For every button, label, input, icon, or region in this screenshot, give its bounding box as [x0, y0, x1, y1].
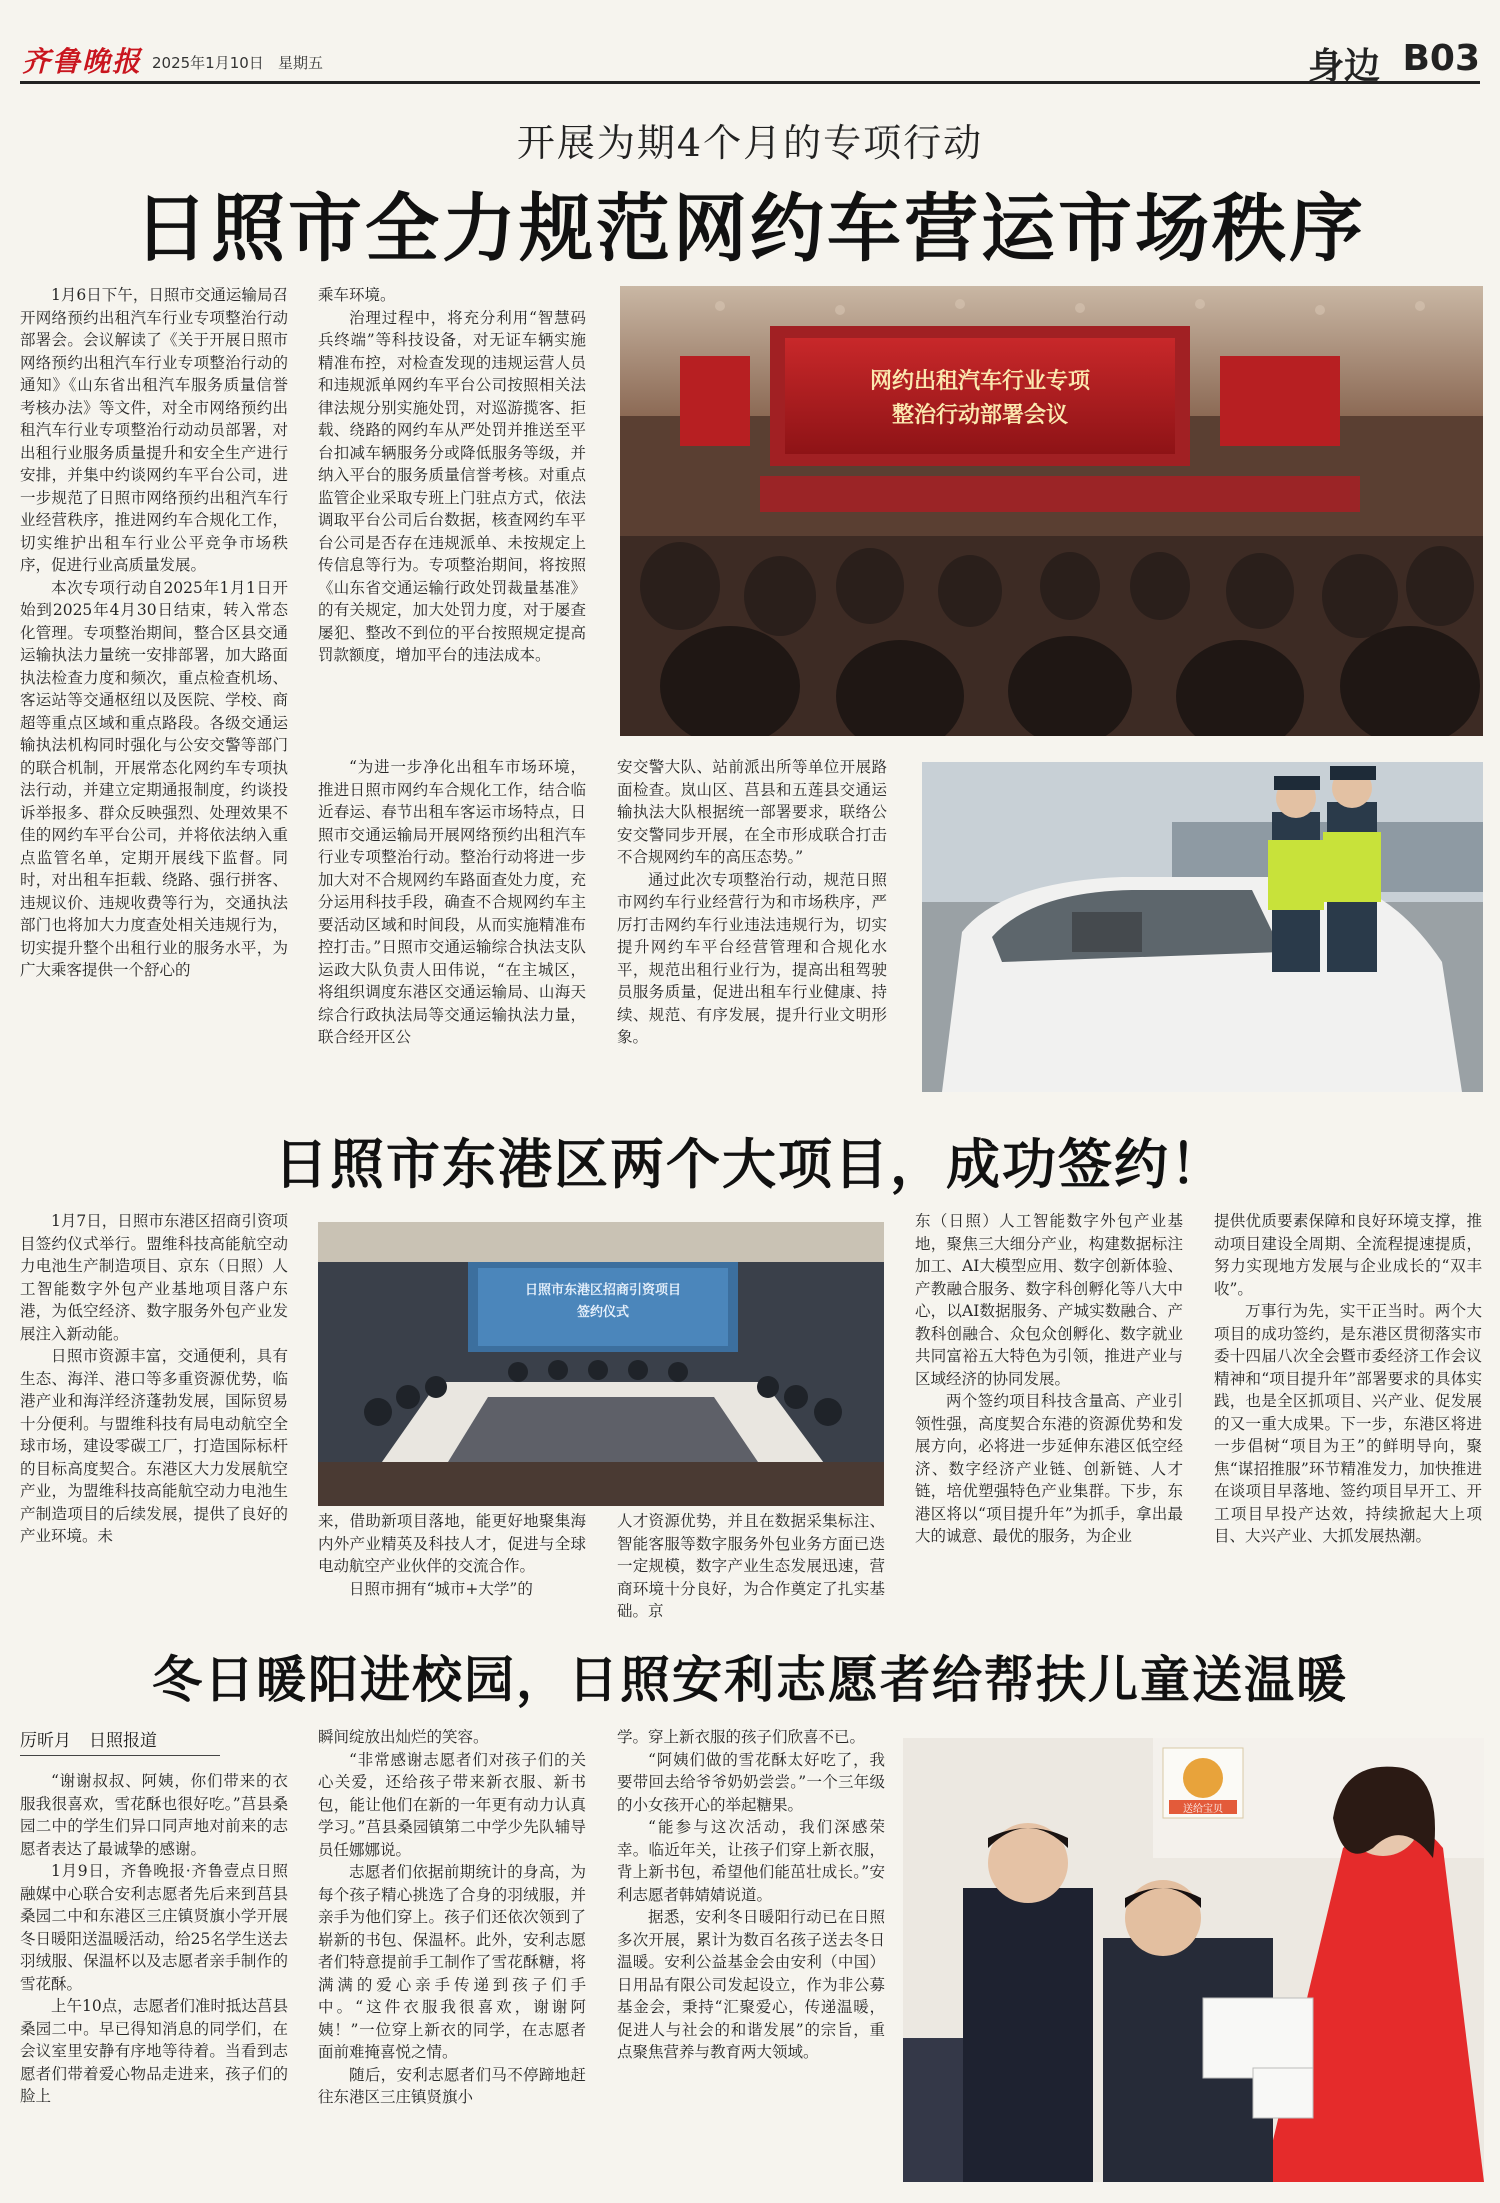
story3-col3: [617, 1726, 885, 2190]
signing-banner-line-2: 签约仪式: [576, 1305, 629, 1320]
byline-source: 日照报道: [89, 1731, 157, 1751]
story1-col4: [617, 756, 887, 1110]
story2-col3: [617, 1510, 885, 1622]
paragraph: 日照市拥有“城市+大学”的: [349, 1579, 533, 1598]
story2-col2: [318, 1510, 586, 1622]
paragraph: 东（日照）人工智能数字外包产业基地，聚焦三大细分产业，构建数据标注加工、AI大模型应用、数字创新体验、产教融合服务、数字科创孵化等八大中心，以AI数据服务、产城实数融合、产教科创融合、众包众创孵化、数字就业共同富裕五大特色为引领，推进产业与区域经济的协同发展。: [915, 1212, 1183, 1388]
paragraph: 1月7日，日照市东港区招商引资项目签约仪式举行。盟维科技高能航空动力电池生产制造项目、京东（日照）人工智能数字外包产业基地项目落户东港，为低空经济、数字服务外包产业发展注入新动能。: [20, 1212, 288, 1343]
story1-headline: 日照市全力规范网约车营运市场秩序: [134, 186, 1366, 272]
paragraph: 日照市资源丰富，交通便利，具有生态、海洋、港口等多重资源优势，临港产业和海洋经济蓬勃发展，国际贸易十分便利。与盟维科技有局电动航空全球市场，建设零碳工厂，打造国际标杆的目标高度契合。东港区大力发展航空产业，为盟维科技高能航空动力电池生产制造项目的后续发展，提供了良好的产业环境。未: [20, 1347, 288, 1545]
story1-kicker: 开展为期4个月的专项行动: [516, 121, 984, 165]
paragraph: 乘车环境。: [318, 286, 396, 304]
issue-date: 2025年1月10日: [152, 54, 264, 72]
section-name: 身边: [1307, 45, 1380, 87]
banner-line-1: 网约出租汽车行业专项: [869, 368, 1090, 394]
story3-col1: [20, 1770, 288, 2190]
poster-caption: 送给宝贝: [1183, 1804, 1223, 1815]
story3-headline: 冬日暖阳进校园，日照安利志愿者给帮扶儿童送温暖: [152, 1650, 1348, 1709]
story3-byline: [20, 1726, 220, 1756]
paragraph: “为进一步净化出租车市场环境，推进日照市网约车合规化工作，结合临近春运、春节出租车客运市场特点，日照市交通运输局开展网络预约出租汽车行业专项整治行动。整治行动将进一步加大对不合规网约车路面查处力度，充分运用科技手段，确查不合规网约车主要活动区域和时间段，从而实施精准布控打击。”日照市交通运输综合执法支队运政大队负责人田伟说，“在主城区，将组织调度东港区交通运输局、山海天综合行政执法局等交通运输执法力量，联合经开区公: [318, 758, 586, 1046]
signing-banner: [478, 1280, 728, 1324]
paragraph: 学。穿上新衣服的孩子们欣喜不已。: [617, 1728, 866, 1746]
story2-col4: [915, 1210, 1183, 1622]
story2-col5: [1214, 1210, 1482, 1622]
paragraph: 据悉，安利冬日暖阳行动已在日照多次开展，累计为数百名孩子送去冬日温暖。安利公益基金会由安利（中国）日用品有限公司发起设立，作为非公募基金会，秉持“汇聚爱心，传递温暖，促进人与社会的和谐发展”的宗旨，重点聚焦营养与教育两大领域。: [617, 1908, 885, 2061]
issue-weekday: 星期五: [278, 54, 324, 72]
paragraph: “谢谢叔叔、阿姨，你们带来的衣服我很喜欢，雪花酥也很好吃。”莒县桑园二中的学生们异口同声地对前来的志愿者表达了最诚挚的感谢。: [20, 1772, 288, 1858]
story3-col2: [318, 1726, 586, 2190]
story2-col1: [20, 1210, 288, 1622]
paragraph: 治理过程中，将充分利用“智慧码兵终端”等科技设备，对无证车辆实施精准布控，对检查发现的违规运营人员和违规派单网约车平台公司按照相关法律法规分别实施处罚，对巡游揽客、拒载、绕路的网约车从严处罚并推送至平台扣减车辆服务分或降低服务等级，并纳入平台的服务质量信誉考核。对重点监管企业采取专班上门驻点方式，依法调取平台公司后台数据，核查网约车平台公司是否存在违规派单、未按规定上传信息等行为。专项整治期间，将按照《山东省交通运输行政处罚裁量基准》的有关规定，加大处罚力度，对于屡查屡犯、整改不到位的平台按照规定提高罚款额度，增加平台的违法成本。: [318, 308, 586, 664]
newspaper-logo: 齐鲁晚报: [22, 45, 143, 78]
page-number: B03: [1402, 38, 1480, 79]
paragraph: 两个签约项目科技含量高、产业引领性强，高度契合东港的资源优势和发展方向，必将进一步延伸东港区低空经济、数字经济产业链、创新链、人才链，培优塑强特色产业集群。下步，东港区将以“项目提升年”为抓手，拿出最大的诚意、最优的服务，为企业: [915, 1392, 1183, 1545]
story1-col2: [318, 284, 586, 754]
signing-banner-line-1: 日照市东港区招商引资项目: [524, 1283, 681, 1298]
paragraph: 上午10点，志愿者们准时抵达莒县桑园二中。早已得知消息的同学们，在会议室里安静有序地等待着。当看到志愿者们带着爱心物品走进来，孩子们的脸上: [20, 1997, 288, 2105]
paragraph: 安交警大队、站前派出所等单位开展路面检查。岚山区、莒县和五莲县交通运输执法大队根据统一部署要求，联络公安交警同步开展，在全市形成联合打击不合规网约车的高压态势。”: [617, 758, 887, 866]
conference-banner: [790, 364, 1170, 432]
paragraph: “阿姨们做的雪花酥太好吃了，我要带回去给爷爷奶奶尝尝。”一个三年级的小女孩开心的举起糖果。: [617, 1750, 885, 1814]
story1-col3: [318, 756, 586, 1110]
paragraph: 随后，安利志愿者们马不停蹄地赶往东港区三庄镇贤旗小: [318, 2065, 586, 2106]
story1-col1: [20, 284, 288, 1110]
paragraph: 来，借助新项目落地，能更好地聚集海内外产业精英及科技人才，促进与全球电动航空产业伙伴的交流合作。: [318, 1512, 586, 1575]
police-inspection-drawing: [922, 762, 1483, 1092]
paragraph: 志愿者们依据前期统计的身高，为每个孩子精心挑选了合身的羽绒服，并亲手为他们穿上。孩子们还依次领到了崭新的书包、保温杯。此外，安利志愿者们特意提前手工制作了雪花酥糖，将满满的爱心亲手传递到孩子们手中。“这件衣服我很喜欢，谢谢阿姨！”一位穿上新衣的同学，在志愿者面前难掩喜悦之情。: [318, 1863, 586, 2061]
story2-headline: 日照市东港区两个大项目，成功签约！: [274, 1132, 1226, 1196]
paragraph: 本次专项行动自2025年1月1日开始到2025年4月30日结束，转入常态化管理。专项整治期间，整合区县交通运输执法力量统一安排部署，加大路面执法检查力度和频次，重点检查机场、客运站等交通枢纽以及医院、学校、商超等重点区域和重点路段。各级交通运输执法机构同时强化与公安交警等部门的联合机制，开展常态化网约车专项执法行动，并建立定期通报制度，约谈投诉举报多、群众反映强烈、处理效果不佳的网约车平台公司，并将依法纳入重点监管名单，定期开展线下监督。同时，对出租车拒载、绕路、强行拼客、违规议价、违规收费等行为，交通执法部门也将加大力度查处相关违规行为，切实提升整个出租行业的服务水平，为广大乘客提供一个舒心的: [20, 578, 288, 979]
masthead: [20, 0, 1480, 87]
conference-photo: [620, 286, 1483, 736]
paragraph: 万事行为先，实干正当时。两个大项目的成功签约，是东港区贯彻落实市委十四届八次全会暨市委经济工作会议精神和“项目提升年”部署要求的具体实践，也是全区抓项目、兴产业、促发展的又一重大成果。下一步，东港区将进一步倡树“项目为王”的鲜明导向，聚焦“谋招推服”环节精准发力，加快推进在谈项目早落地、签约项目早开工、开工项目早投产达效，持续掀起大上项目、大兴产业、大抓发展热潮。: [1214, 1302, 1482, 1545]
signing-ceremony-photo: [318, 1222, 884, 1506]
byline-author: 厉昕月: [20, 1731, 71, 1751]
paragraph: 1月9日，齐鲁晚报·齐鲁壹点日照融媒中心联合安利志愿者先后来到莒县桑园二中和东港区三庄镇贤旗小学开展冬日暖阳送温暖活动，给25名学生送去羽绒服、保温杯以及志愿者亲手制作的雪花酥。: [20, 1862, 288, 1993]
paragraph: “非常感谢志愿者们对孩子们的关心关爱，还给孩子带来新衣服、新书包，能让他们在新的一年更有动力认真学习。”莒县桑园镇第二中学少先队辅导员任娜娜说。: [318, 1750, 586, 1859]
conference-photo-drawing: [620, 286, 1483, 736]
paragraph: 1月6日下午，日照市交通运输局召开网络预约出租汽车行业专项整治行动部署会。会议解读了《关于开展日照市网络预约出租汽车行业专项整治行动的通知》《山东省出租汽车服务质量信誉考核办法》等文件，对全市网络预约出租汽车行业专项整治行动动员部署，对出租行业服务质量提升和安全生产进行安排，并集中约谈网约车平台公司，进一步规范了日照市网络预约出租汽车行业经营秩序，推进网约车合规化工作，切实维护出租车行业公平竞争市场秩序，促进行业高质量发展。: [20, 286, 288, 574]
paragraph: 提供优质要素保障和良好环境支撑，推动项目建设全周期、全流程提速提质，努力实现地方发展与企业成长的“双丰收”。: [1214, 1212, 1482, 1298]
volunteer-children-photo: [903, 1738, 1484, 2182]
paragraph: 通过此次专项整治行动，规范日照市网约车行业经营行为和市场秩序，严厉打击网约车行业违法违规行为，切实提升网约车平台经营管理和合规化水平，规范出租行业行为，提高出租驾驶员服务质量，促进出租车行业健康、持续、规范、有序发展，提升行业文明形象。: [617, 870, 887, 1046]
police-inspection-photo: [922, 762, 1483, 1092]
signing-ceremony-drawing: [318, 1222, 884, 1506]
paragraph: 瞬间绽放出灿烂的笑容。: [318, 1728, 489, 1746]
paragraph: “能参与这次活动，我们深感荣幸。临近年关，让孩子们穿上新衣服，背上新书包，希望他们能茁壮成长。”安利志愿者韩婧婧说道。: [617, 1818, 885, 1904]
banner-line-2: 整治行动部署会议: [891, 402, 1068, 428]
paragraph: 人才资源优势，并且在数据采集标注、智能客服等数字服务外包业务方面已迭一定规模，数字产业生态发展迅速，营商环境十分良好，为合作奠定了扎实基础。京: [617, 1512, 885, 1620]
